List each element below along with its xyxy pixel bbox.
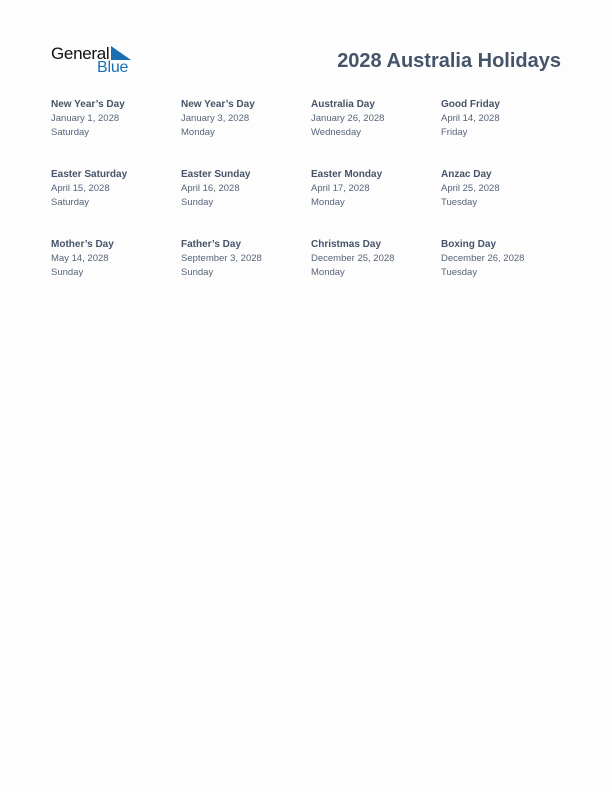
holiday-weekday: Saturday xyxy=(51,126,90,138)
holiday-name: Easter Monday xyxy=(311,169,383,180)
holiday-date: January 3, 2028 xyxy=(181,113,250,124)
holiday-weekday: Sunday xyxy=(181,266,214,278)
holiday-name: Australia Day xyxy=(311,99,375,110)
holiday-entry xyxy=(181,168,311,238)
holiday-entry xyxy=(441,238,571,308)
holiday-date: January 1, 2028 xyxy=(51,113,120,124)
holiday-name: Anzac Day xyxy=(441,169,492,180)
holiday-weekday: Sunday xyxy=(181,196,214,208)
holiday-weekday: Tuesday xyxy=(441,266,478,278)
holiday-entry xyxy=(311,168,441,238)
holiday-weekday: Tuesday xyxy=(441,196,478,208)
holiday-date: April 14, 2028 xyxy=(441,113,500,124)
holiday-weekday: Wednesday xyxy=(311,126,361,138)
logo-triangle-icon xyxy=(111,46,131,60)
page-title: 2028 Australia Holidays xyxy=(337,50,561,72)
holiday-date: April 16, 2028 xyxy=(181,183,240,194)
holiday-date: May 14, 2028 xyxy=(51,253,109,264)
holiday-entry xyxy=(311,98,441,168)
holiday-name: Boxing Day xyxy=(441,239,497,250)
holiday-date: April 15, 2028 xyxy=(51,183,110,194)
holiday-name: Christmas Day xyxy=(311,239,382,250)
holiday-weekday: Monday xyxy=(181,126,215,138)
holiday-date: December 26, 2028 xyxy=(441,253,525,264)
holiday-name: Easter Sunday xyxy=(181,169,251,180)
holiday-entry xyxy=(51,98,181,168)
holiday-name: Easter Saturday xyxy=(51,169,128,180)
holiday-grid xyxy=(51,98,571,308)
holiday-entry xyxy=(311,238,441,308)
holiday-date: April 17, 2028 xyxy=(311,183,370,194)
holiday-date: January 26, 2028 xyxy=(311,113,385,124)
holiday-weekday: Monday xyxy=(311,266,345,278)
holiday-weekday: Saturday xyxy=(51,196,90,208)
holiday-date: December 25, 2028 xyxy=(311,253,395,264)
holiday-date: April 25, 2028 xyxy=(441,183,500,194)
holiday-weekday: Sunday xyxy=(51,266,84,278)
holiday-name: New Year’s Day xyxy=(181,99,255,110)
holiday-entry xyxy=(441,98,571,168)
holiday-weekday: Friday xyxy=(441,126,468,138)
logo-word-general: General xyxy=(51,44,110,63)
holiday-entry xyxy=(181,98,311,168)
holiday-name: Mother’s Day xyxy=(51,239,114,250)
holiday-entry xyxy=(181,238,311,308)
holiday-entry xyxy=(441,168,571,238)
holiday-name: Good Friday xyxy=(441,99,500,110)
holiday-name: New Year’s Day xyxy=(51,99,125,110)
logo-word-blue: Blue xyxy=(97,59,129,76)
holiday-entry xyxy=(51,238,181,308)
holiday-weekday: Monday xyxy=(311,196,345,208)
generalblue-logo xyxy=(51,44,141,78)
holiday-name: Father’s Day xyxy=(181,239,242,250)
holiday-entry xyxy=(51,168,181,238)
holiday-date: September 3, 2028 xyxy=(181,253,262,264)
